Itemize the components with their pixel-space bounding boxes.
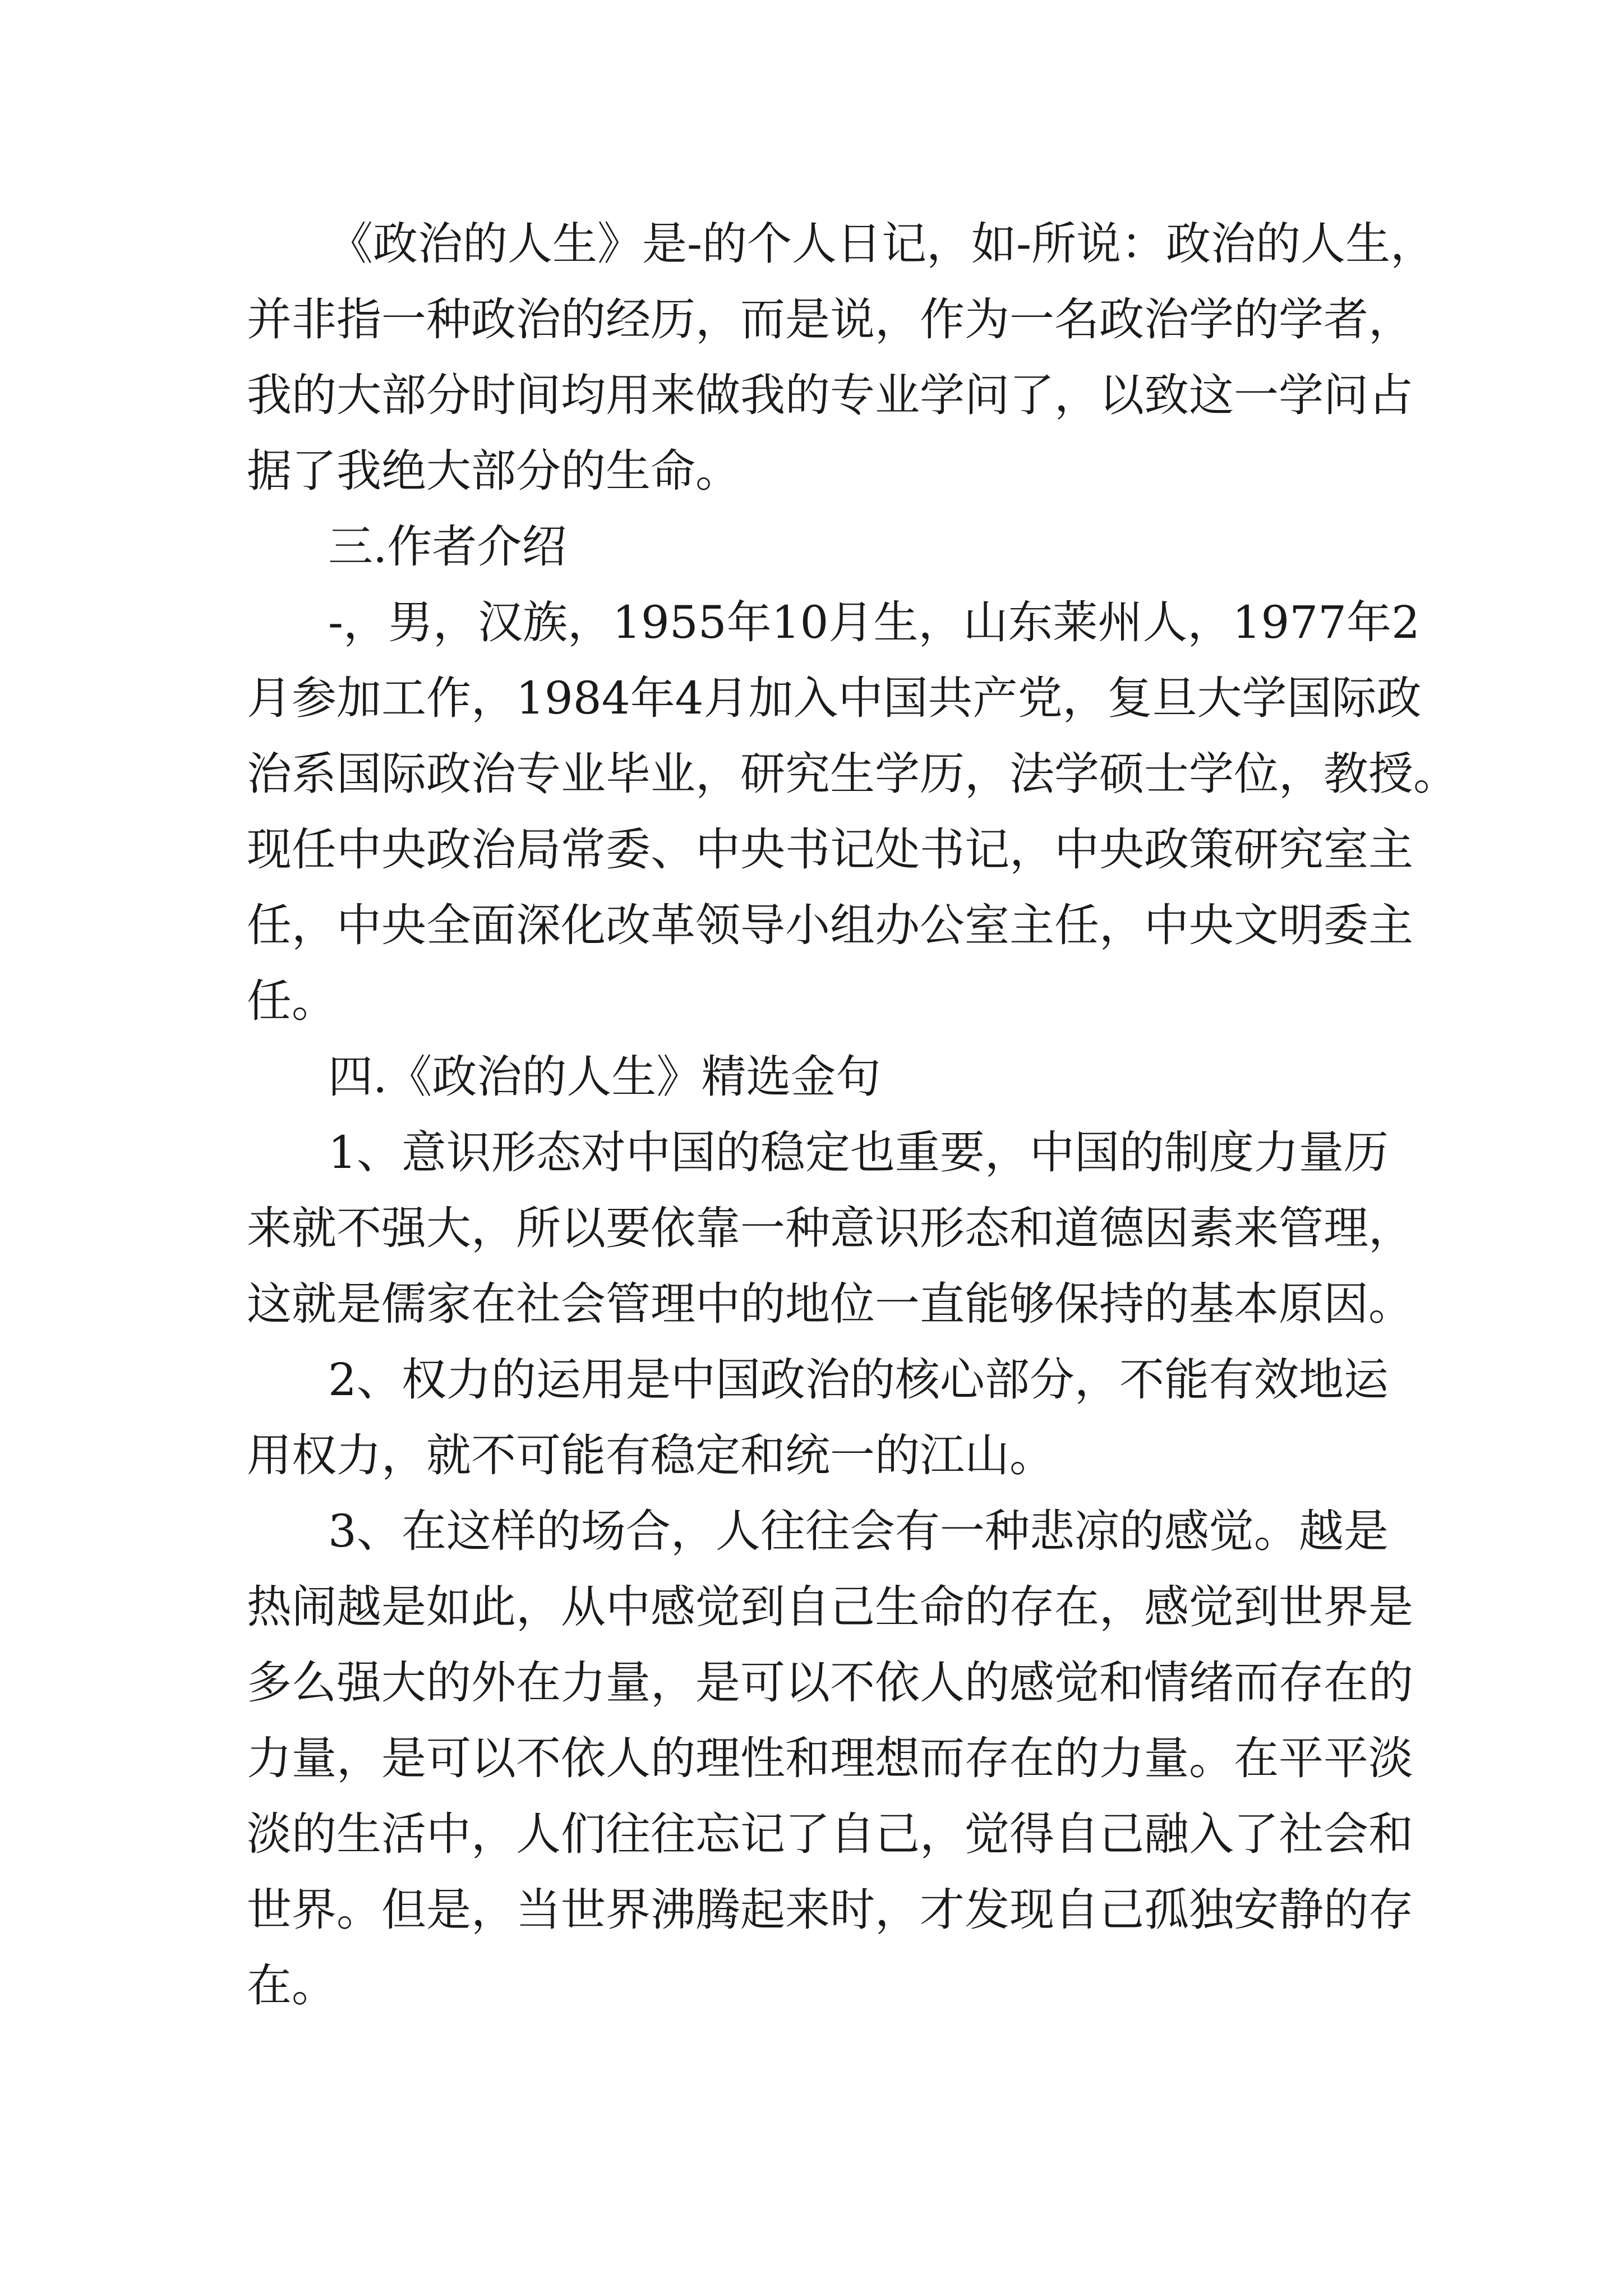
paragraph-line: 治系国际政治专业毕业，研究生学历，法学硕士学位，教授。 <box>247 748 1458 800</box>
paragraph-line: 来就不强大，所以要依靠一种意识形态和道德因素来管理， <box>247 1202 1413 1254</box>
paragraph-line: 在。 <box>247 1959 336 2012</box>
paragraph-line: 用权力，就不可能有稳定和统一的江山。 <box>247 1429 1054 1481</box>
paragraph-line: 任。 <box>247 975 336 1027</box>
paragraph-line: 现任中央政治局常委、中央书记处书记，中央政策研究室主 <box>247 823 1413 876</box>
paragraph-line: 并非指一种政治的经历，而是说，作为一名政治学的学者， <box>247 293 1413 346</box>
paragraph-line: 据了我绝大部分的生命。 <box>247 445 740 497</box>
section-heading: 三.作者介绍 <box>328 521 567 573</box>
paragraph-line: 热闹越是如此，从中感觉到自己生命的存在，感觉到世界是 <box>247 1581 1413 1633</box>
paragraph-line: -，男，汉族，1955年10月生，山东莱州人，1977年2 <box>328 596 1420 648</box>
paragraph-line: 月参加工作，1984年4月加入中国共产党，复旦大学国际政 <box>247 672 1422 724</box>
paragraph-line: 力量，是可以不依人的理性和理想而存在的力量。在平平淡 <box>247 1732 1413 1784</box>
paragraph-line: 任，中央全面深化改革领导小组办公室主任，中央文明委主 <box>247 899 1413 951</box>
paragraph-line: 我的大部分时间均用来做我的专业学问了，以致这一学问占 <box>247 369 1413 421</box>
paragraph-line: 这就是儒家在社会管理中的地位一直能够保持的基本原因。 <box>247 1278 1413 1330</box>
section-heading: 四.《政治的人生》精选金句 <box>328 1051 881 1103</box>
paragraph-line: 淡的生活中，人们往往忘记了自己，觉得自己融入了社会和 <box>247 1808 1413 1860</box>
paragraph-line: 世界。但是，当世界沸腾起来时，才发现自己孤独安静的存 <box>247 1884 1413 1936</box>
paragraph-line: 《政治的人生》是-的个人日记，如-所说：政治的人生， <box>328 218 1436 270</box>
paragraph-line: 3、在这样的场合，人往往会有一种悲凉的感觉。越是 <box>328 1505 1389 1557</box>
paragraph-line: 1、意识形态对中国的稳定也重要，中国的制度力量历 <box>328 1126 1389 1179</box>
paragraph-line: 多么强大的外在力量，是可以不依人的感觉和情绪而存在的 <box>247 1657 1413 1709</box>
paragraph-line: 2、权力的运用是中国政治的核心部分，不能有效地运 <box>328 1354 1389 1406</box>
